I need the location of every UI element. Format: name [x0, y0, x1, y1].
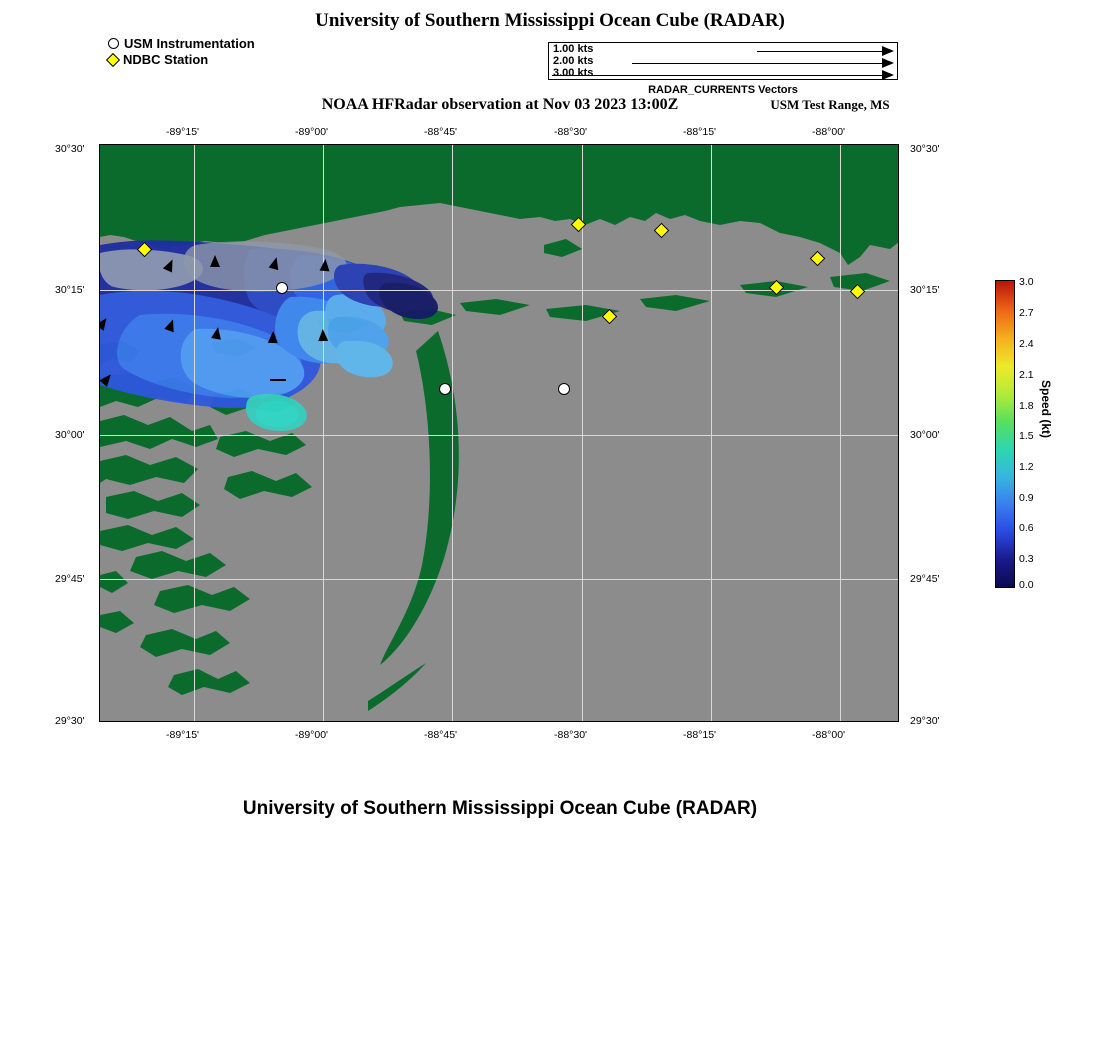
- x-tick-top-1: -89°15': [166, 126, 200, 138]
- current-vector: [268, 331, 278, 343]
- diamond-marker-icon: [106, 52, 120, 66]
- gridline-lon-8800: [840, 145, 841, 721]
- colorbar-tick-0-6: 0.6: [1019, 522, 1034, 534]
- map-canvas[interactable]: [99, 144, 899, 722]
- current-vector: [210, 255, 220, 267]
- y-tick-left-5: 29°30': [55, 715, 85, 727]
- x-tick-top-5: -88°15': [683, 126, 717, 138]
- colorbar-tick-3-0: 3.0: [1019, 276, 1034, 288]
- colorbar-tick-0-9: 0.9: [1019, 492, 1034, 504]
- vector-key-arrow-1: [882, 46, 894, 56]
- colorbar-title: Speed (kt): [1039, 380, 1053, 439]
- x-tick-top-3: -88°45': [424, 126, 458, 138]
- vector-key-row-1: [549, 44, 899, 56]
- x-tick-bottom-5: -88°15': [683, 729, 717, 741]
- vector-key-line-1: [757, 51, 882, 52]
- coastline-shapes: [100, 145, 899, 722]
- colorbar-tick-0-3: 0.3: [1019, 553, 1034, 565]
- x-tick-top-6: -88°00': [812, 126, 846, 138]
- gridline-lon-8845: [452, 145, 453, 721]
- region-label: USM Test Range, MS: [770, 97, 890, 112]
- vector-key-line-3: [552, 75, 882, 76]
- gridline-lat-2945: [100, 579, 898, 580]
- y-tick-right-4: 29°45': [910, 573, 940, 585]
- gridline-lon-8915: [194, 145, 195, 721]
- gridline-lon-8900: [323, 145, 324, 721]
- current-vector: [270, 379, 286, 381]
- legend-label-ndbc: NDBC Station: [123, 51, 209, 67]
- legend-item-usm: [108, 36, 255, 51]
- vector-key-arrow-2: [882, 58, 894, 68]
- colorbar-tick-0-0: 0.0: [1019, 579, 1034, 591]
- x-tick-bottom-4: -88°30': [554, 729, 588, 741]
- y-tick-right-3: 30°00': [910, 429, 940, 441]
- x-tick-top-4: -88°30': [554, 126, 588, 138]
- gridline-lat-3000: [100, 435, 898, 436]
- vector-key-line-2: [632, 63, 882, 64]
- legend-item-ndbc: [108, 52, 255, 67]
- marker-legend: [108, 36, 255, 68]
- x-tick-bottom-2: -89°00': [295, 729, 329, 741]
- y-tick-left-1: 30°30': [55, 143, 85, 155]
- y-tick-left-2: 30°15': [55, 284, 85, 296]
- page-title: University of Southern Mississippi Ocean Cube (RADAR): [315, 10, 785, 31]
- vector-key-row-2: [549, 56, 899, 68]
- current-vector: [319, 259, 330, 272]
- bottom-title: University of Southern Mississippi Ocean Cube (RADAR): [242, 798, 758, 819]
- x-tick-bottom-3: -88°45': [424, 729, 458, 741]
- vector-key-row-3: [549, 68, 899, 80]
- gridline-lon-8815: [711, 145, 712, 721]
- y-tick-right-5: 29°30': [910, 715, 940, 727]
- colorbar-tick-1-2: 1.2: [1019, 461, 1034, 473]
- usm-instrumentation-marker[interactable]: [439, 383, 451, 395]
- colorbar-tick-1-8: 1.8: [1019, 400, 1034, 412]
- vector-key-arrow-3: [882, 70, 894, 80]
- y-tick-left-3: 30°00': [55, 429, 85, 441]
- y-tick-right-2: 30°15': [910, 284, 940, 296]
- x-tick-bottom-1: -89°15': [166, 729, 200, 741]
- gridline-lon-8830: [582, 145, 583, 721]
- colorbar-tick-2-7: 2.7: [1019, 307, 1034, 319]
- colorbar-tick-2-1: 2.1: [1019, 369, 1034, 381]
- vector-key-label-1: 1.00 kts: [553, 43, 594, 55]
- colorbar-tick-1-5: 1.5: [1019, 430, 1034, 442]
- x-tick-bottom-6: -88°00': [812, 729, 846, 741]
- vector-key-caption: RADAR_CURRENTS Vectors: [648, 84, 798, 96]
- colorbar-tick-2-4: 2.4: [1019, 338, 1034, 350]
- x-tick-top-2: -89°00': [295, 126, 329, 138]
- usm-instrumentation-marker[interactable]: [558, 383, 570, 395]
- map-subtitle: NOAA HFRadar observation at Nov 03 2023 13:00Z: [321, 96, 679, 113]
- vector-key-label-2: 2.00 kts: [553, 55, 594, 67]
- current-vector: [318, 329, 328, 341]
- y-tick-left-4: 29°45': [55, 573, 85, 585]
- vector-scale-key: [548, 42, 898, 80]
- vector-key-label-3: 3.00 kts: [553, 67, 594, 79]
- current-vector: [211, 326, 223, 340]
- colorbar-gradient: [995, 280, 1015, 588]
- usm-instrumentation-marker[interactable]: [276, 282, 288, 294]
- y-tick-right-1: 30°30': [910, 143, 940, 155]
- legend-label-usm: USM Instrumentation: [124, 35, 255, 51]
- circle-marker-icon: [108, 38, 119, 49]
